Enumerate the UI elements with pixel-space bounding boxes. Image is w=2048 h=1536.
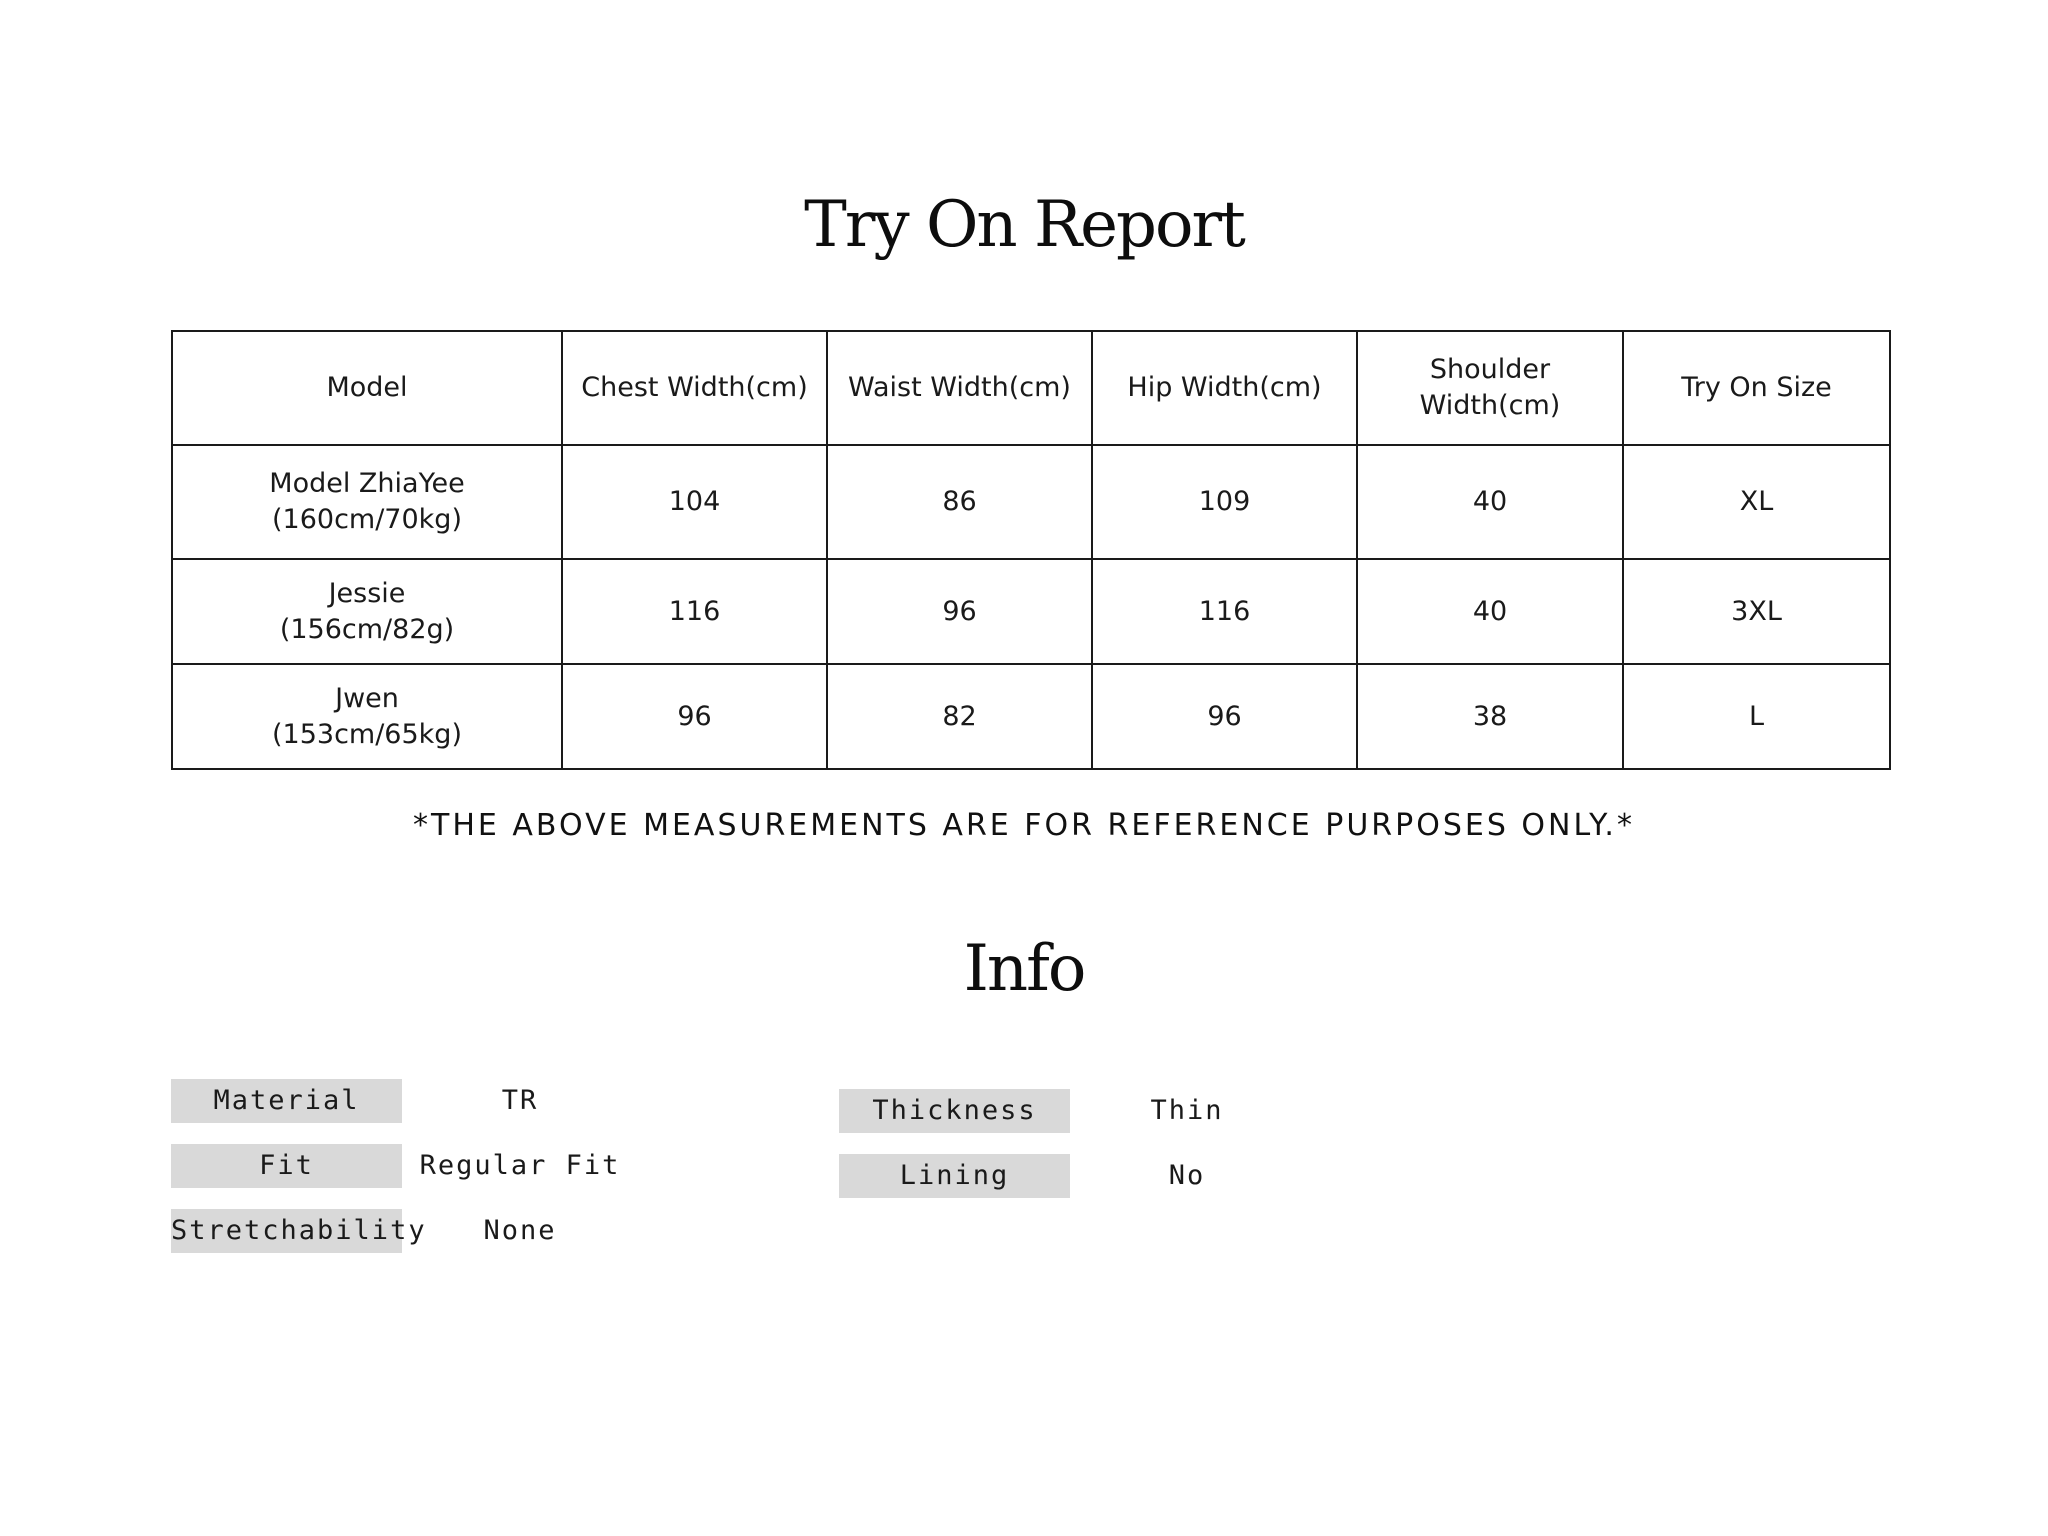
- shoulder-cell: 40: [1357, 559, 1623, 664]
- info-value-thickness: Thin: [1150, 1095, 1224, 1126]
- header-waist-width: Waist Width(cm): [827, 331, 1092, 445]
- header-chest-width: Chest Width(cm): [562, 331, 827, 445]
- header-shoulder-width: [1357, 331, 1623, 445]
- info-value-fit: Regular Fit: [419, 1150, 621, 1181]
- info-value-material: TR: [501, 1085, 539, 1116]
- reference-note: *THE ABOVE MEASUREMENTS ARE FOR REFERENCE PURPOSES ONLY.*: [413, 808, 1635, 843]
- table-row: [172, 559, 1890, 664]
- header-try-on-size: Try On Size: [1623, 331, 1890, 445]
- hip-cell: 96: [1092, 664, 1357, 769]
- model-cell: [172, 445, 562, 559]
- waist-cell: 86: [827, 445, 1092, 559]
- report-title: Try On Report: [804, 188, 1244, 262]
- shoulder-cell: 38: [1357, 664, 1623, 769]
- size-cell: 3XL: [1623, 559, 1890, 664]
- chest-cell: 104: [562, 445, 827, 559]
- hip-cell: 116: [1092, 559, 1357, 664]
- header-model: Model: [172, 331, 562, 445]
- header-shoulder-width-text: Shoulder Width(cm): [1419, 354, 1561, 421]
- model-stats: (156cm/82g): [279, 613, 455, 645]
- size-cell: XL: [1623, 445, 1890, 559]
- model-stats: (153cm/65kg): [272, 718, 462, 750]
- info-value-stretchability: None: [483, 1215, 557, 1246]
- info-label-lining: Lining: [839, 1154, 1070, 1198]
- waist-cell: 82: [827, 664, 1092, 769]
- info-label-stretchability: Stretchability: [171, 1209, 402, 1253]
- model-cell: [172, 559, 562, 664]
- model-stats: (160cm/70kg): [272, 504, 462, 535]
- model-name: Model ZhiaYee: [269, 468, 465, 499]
- table-header-row: [172, 331, 1890, 445]
- try-on-table: [171, 330, 1891, 770]
- chest-cell: 96: [562, 664, 827, 769]
- shoulder-cell: 40: [1357, 445, 1623, 559]
- chest-cell: 116: [562, 559, 827, 664]
- hip-cell: 109: [1092, 445, 1357, 559]
- info-title: Info: [963, 932, 1085, 1006]
- model-name: Jessie: [328, 577, 406, 609]
- header-hip-width: Hip Width(cm): [1092, 331, 1357, 445]
- table-row: [172, 445, 1890, 559]
- info-value-lining: No: [1168, 1160, 1206, 1191]
- table-row: [172, 664, 1890, 769]
- model-name: Jwen: [335, 682, 399, 714]
- info-label-fit: Fit: [171, 1144, 402, 1188]
- waist-cell: 96: [827, 559, 1092, 664]
- model-cell: [172, 664, 562, 769]
- info-label-thickness: Thickness: [839, 1089, 1070, 1133]
- size-cell: L: [1623, 664, 1890, 769]
- info-label-material: Material: [171, 1079, 402, 1123]
